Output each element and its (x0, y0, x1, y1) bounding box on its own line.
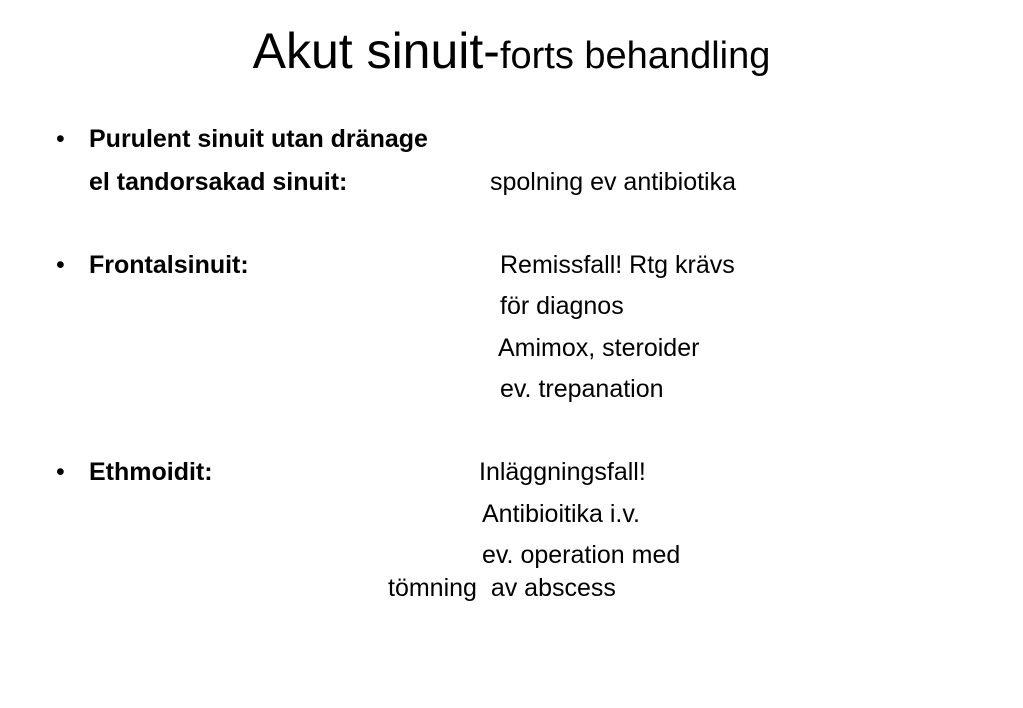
item-ethmoidit-detail: Antibioitika i.v. (482, 500, 640, 528)
bullet-marker: • (56, 125, 65, 153)
title-main: Akut sinuit- (252, 23, 500, 79)
title-subtitle: forts behandling (499, 35, 771, 77)
item-ethmoidit-detail: ev. operation med (482, 541, 681, 569)
item-ethmoidit-detail: tömning av abscess (388, 574, 616, 602)
bullet-marker: • (56, 251, 65, 279)
item-ethmoidit-detail: Inläggningsfall! (479, 458, 646, 486)
item-frontalsinuit-heading: Frontalsinuit: (89, 251, 249, 279)
item-purulent-heading-line1: Purulent sinuit utan dränage (89, 125, 428, 153)
item-ethmoidit-heading: Ethmoidit: (89, 458, 213, 486)
item-purulent-detail: spolning ev antibiotika (490, 168, 736, 196)
item-frontalsinuit-detail: Amimox, steroider (498, 334, 700, 362)
item-frontalsinuit-detail: ev. trepanation (500, 375, 664, 403)
item-purulent-heading-line2: el tandorsakad sinuit: (89, 168, 348, 196)
item-frontalsinuit-detail: Remissfall! Rtg krävs (500, 251, 735, 279)
bullet-marker: • (56, 458, 65, 486)
slide-title (0, 23, 1023, 79)
item-frontalsinuit-detail: för diagnos (500, 292, 624, 320)
